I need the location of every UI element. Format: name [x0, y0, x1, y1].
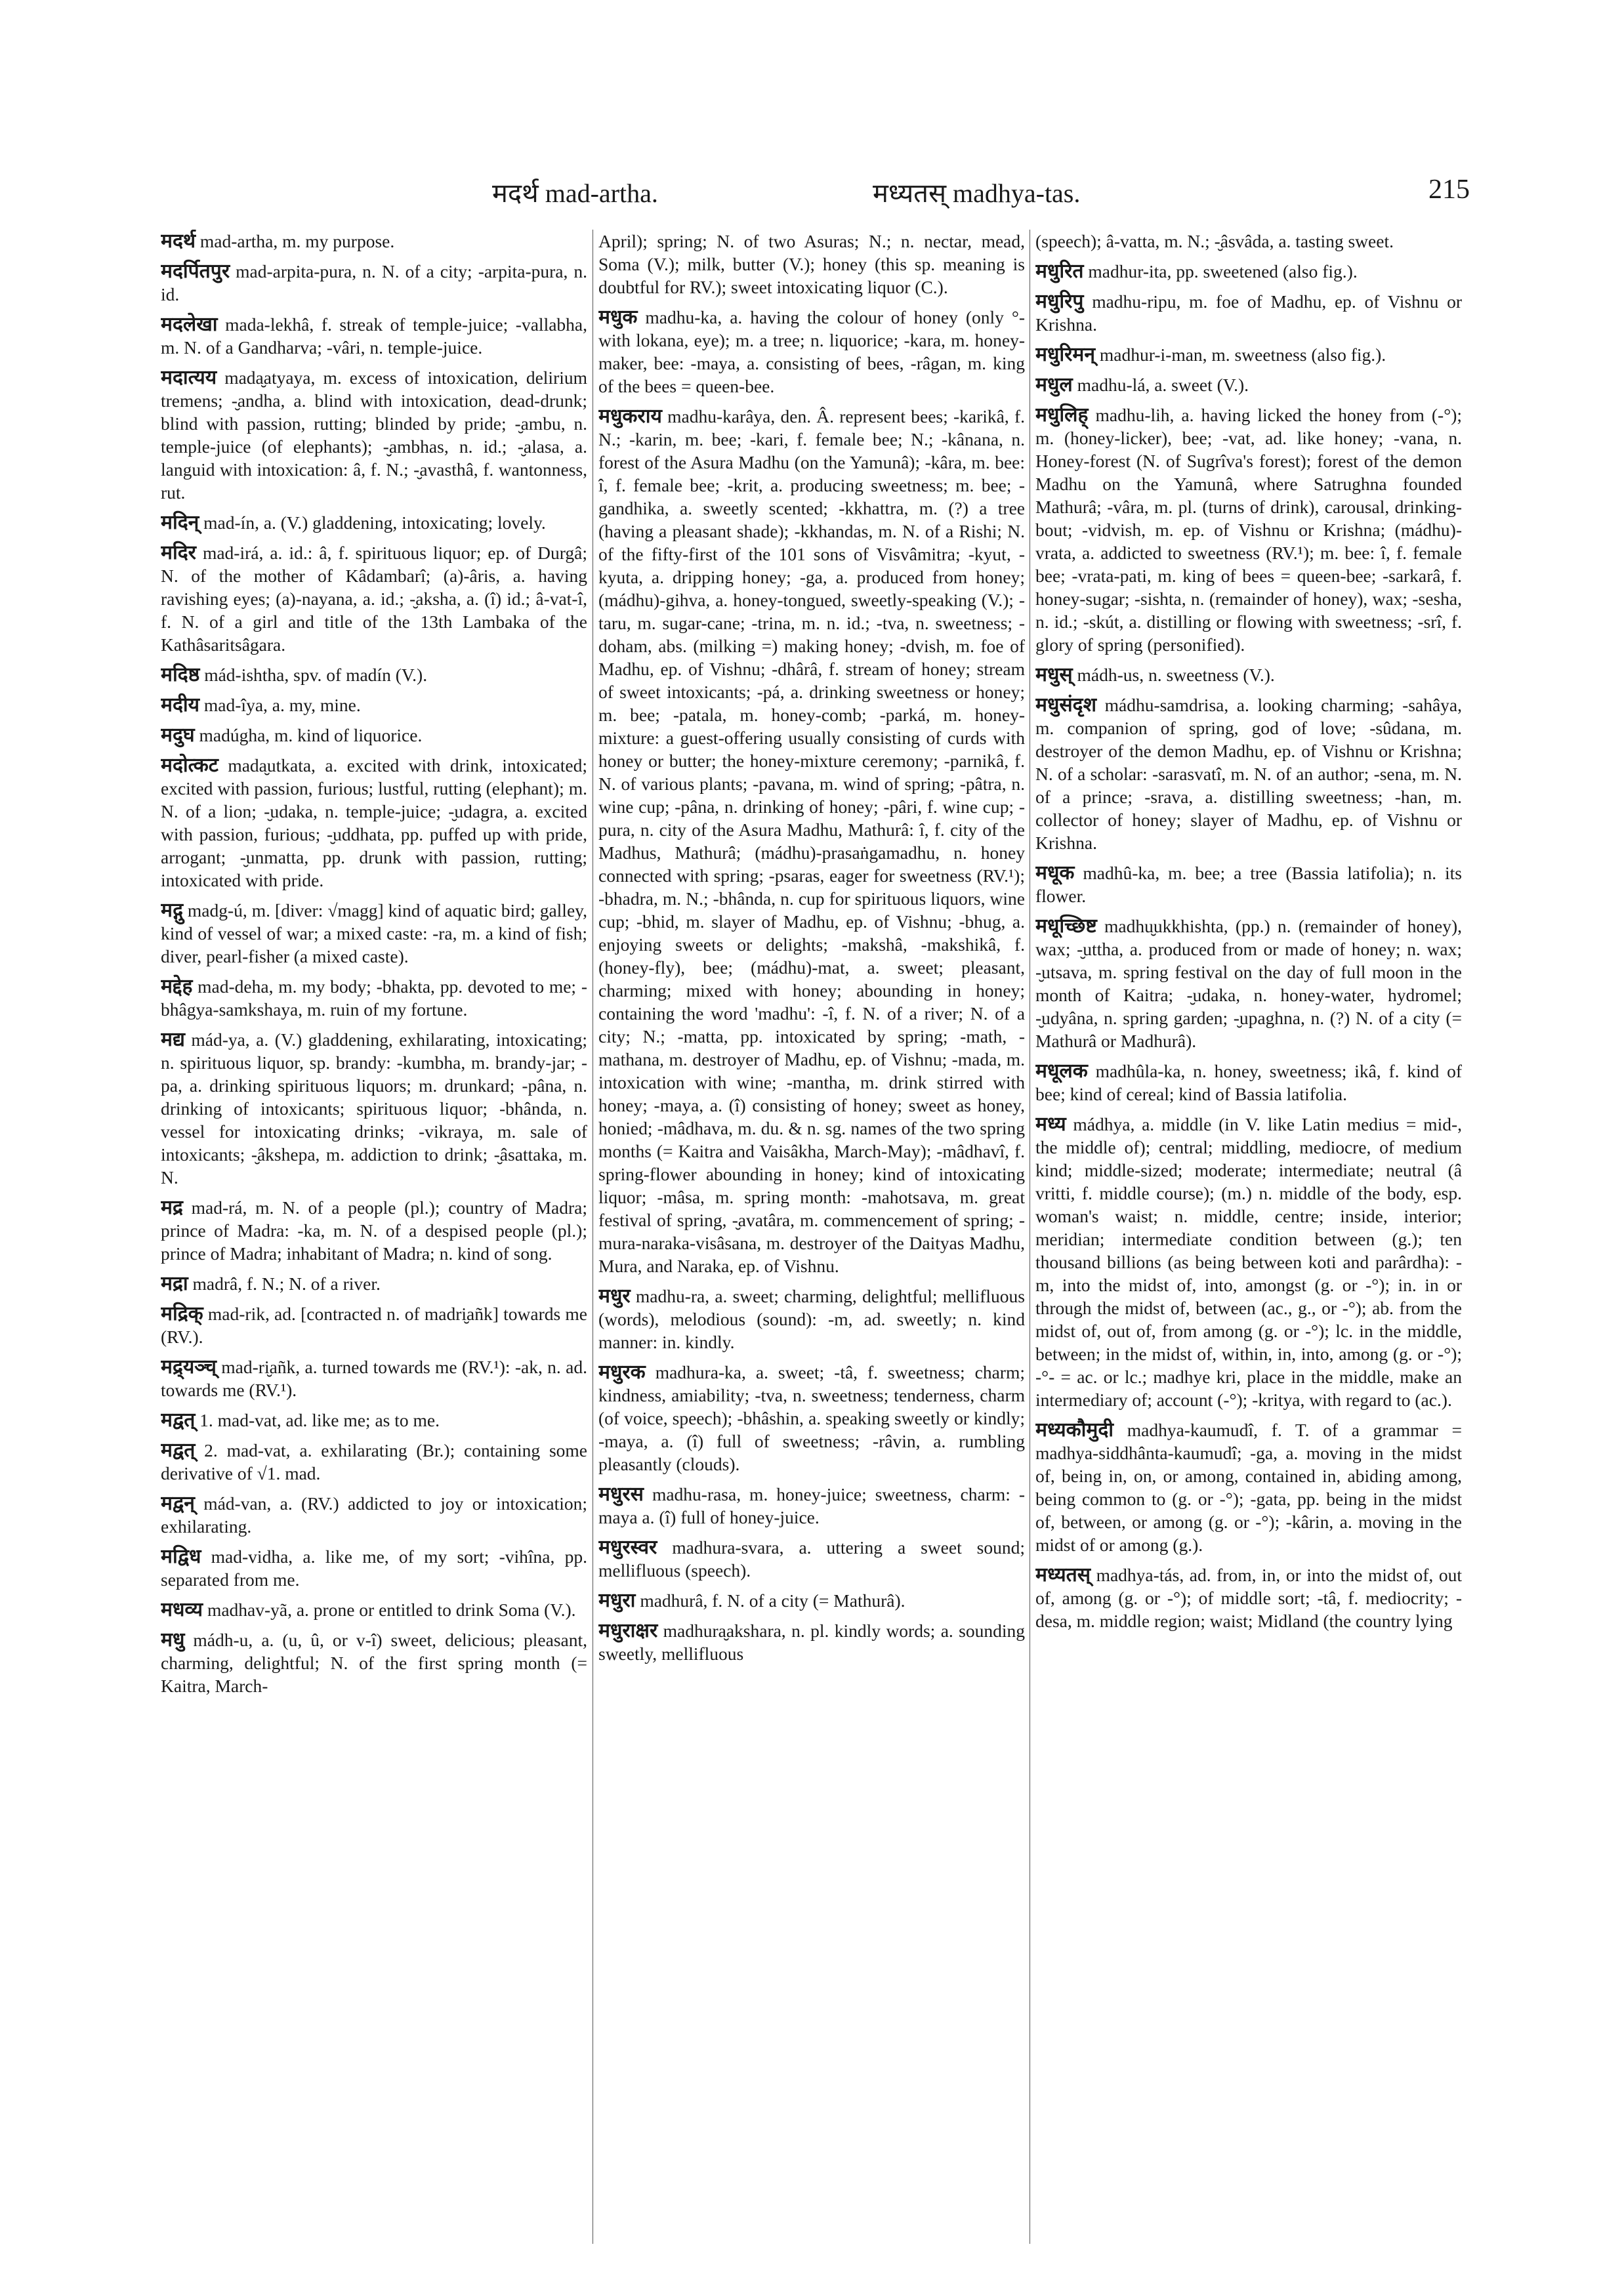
- dictionary-entry: [161, 313, 587, 359]
- headword-devanagari: मधुलिह्: [1035, 403, 1089, 426]
- headword-devanagari: मदलेखा: [161, 313, 218, 336]
- entry-definition: mad-rik, ad. [contracted n. of madri̮añk] towards me (RV.).: [161, 1304, 587, 1347]
- entry-definition: mad-arpita-pura, n. N. of a city; -arpita-pura, n. id.: [161, 261, 587, 304]
- headword-devanagari: मदात्यय: [161, 366, 217, 389]
- entry-definition: madúgha, m. kind of liquorice.: [199, 725, 423, 745]
- headword-devanagari: मधूलक: [1035, 1060, 1088, 1083]
- dictionary-entry: [1035, 260, 1462, 283]
- dictionary-entry: [161, 1628, 587, 1697]
- dictionary-entry: [161, 663, 587, 686]
- dictionary-entry: [161, 511, 587, 534]
- entry-definition: madhur-i-man, m. sweetness (also fig.).: [1099, 344, 1386, 365]
- entry-definition: madhû-ka, m. bee; a tree (Bassia latifolia); n. its flower.: [1035, 863, 1462, 906]
- entry-definition: madhu-lih, a. having licked the honey from (-°); m. (honey-licker), bee; -vat, ad. like honey; -vana, n. Honey-forest (N. of Sugrîva's forest); forest of the demon Madhu on the Yamunâ, where Satrughna founded Mathurâ; -vâra, m. pl. (turns of drink), carousal, drinking-bout; -vidvish, m. ep. of Vishnu or Krishna; (mádhu)-vrata, a. addicted to sweetness (RV.¹); m. bee: î, f. female bee; -vrata-pati, m. king of bees = queen-bee; -sarkarâ, f. honey-sugar; -sishta, n. (remainder of honey), wax; -sesha, n. id.; -skút, a. distilling or flowing with sweetness; -srî, f. glory of spring (personified).: [1035, 405, 1462, 655]
- headword-devanagari: मधु: [161, 1628, 185, 1651]
- entry-definition: mád-ya, a. (V.) gladdening, exhilarating, intoxicating; n. spirituous liquor, sp. brandy: -kumbha, m. brandy-jar; -pa, a. drinking spirituous liquors; m. drunkard; -pâna, n. drinking of intoxicants; spirituous liquor; -bhânda, n. vessel for intoxicating drinks; -vikraya, m. sale of intoxicants; -̮âkshepa, m. addiction to drink; -̮âsattaka, m. N.: [161, 1029, 587, 1188]
- headword-devanagari: मधुर: [598, 1285, 631, 1308]
- entry-definition: madhya-tás, ad. from, in, or into the midst of, out of, among (g. or -°); of middle sort; -tâ, f. mediocrity; -desa, m. middle region; waist; Midland (the country lying: [1035, 1565, 1462, 1631]
- entry-definition: madhur-ita, pp. sweetened (also fig.).: [1088, 261, 1358, 281]
- dictionary-column-3: [1035, 230, 1462, 2250]
- dictionary-entry: [598, 405, 1025, 1277]
- dictionary-entry: [1035, 290, 1462, 336]
- dictionary-entry: [161, 899, 587, 968]
- entry-definition: madhav-yã, a. prone or entitled to drink Soma (V.).: [207, 1600, 576, 1620]
- headword-devanagari: मधुकराय: [598, 405, 662, 428]
- entry-definition: madhu̮ukkhishta, (pp.) n. (remainder of honey), wax; -̮uttha, a. produced from or made of honey; n. wax; -̮utsava, m. spring festival on the day of full moon in the month of Kaitra; -̮udaka, n. honey-water, hydromel; -̮udyâna, n. spring garden; -̮upaghna, n. (?) N. of a city (= Mathurâ or Madhurâ).: [1035, 916, 1462, 1051]
- headword-devanagari: मधुरित: [1035, 260, 1084, 283]
- dictionary-entry: [598, 1589, 1025, 1612]
- entry-definition: madhura-ka, a. sweet; -tâ, f. sweetness; charm; kindness, amiability; -tva, n. sweetness; tenderness, charm (of voice, speech); -bhâshin, a. speaking sweetly or kindly; -maya, a. (î) full of sweetness; -râvin, a. rumbling pleasantly (clouds).: [598, 1362, 1025, 1474]
- dictionary-entry: [161, 724, 587, 747]
- headword-devanagari: मदुघ: [161, 724, 195, 747]
- dictionary-entry: [161, 1196, 587, 1265]
- entry-definition: mád-ishtha, spv. of madín (V.).: [204, 665, 428, 685]
- entry-definition: mad-ín, a. (V.) gladdening, intoxicating; lovely.: [203, 512, 546, 533]
- headword-devanagari: मदिन्: [161, 511, 199, 534]
- dictionary-entry: [1035, 403, 1462, 656]
- entry-definition: madg-ú, m. [diver: √magg] kind of aquatic bird; galley, kind of vessel of war; a mixed caste: -ra, m. a kind of fish; diver, pearl-fisher (a mixed caste).: [161, 900, 587, 966]
- entry-definition: mádh-u, a. (u, û, or v-î) sweet, delicious; pleasant, charming, delightful; N. of the first spring month (= Kaitra, March-: [161, 1630, 587, 1696]
- headword-devanagari: मद्वन्: [161, 1492, 195, 1515]
- dictionary-entry: [1035, 915, 1462, 1052]
- entry-definition: mádhya, a. middle (in V. like Latin medius = mid-, the middle of); central; middling, mediocre, of medium kind; middle-sized; moderate; intermediate; neutral (â vritti, f. middle course); (m.) n. middle of the body, esp. woman's waist; n. middle, centre; inside, interior; meridian; intermediate condition between (g.); ten thousand billions (as being between koti and parârdha): -m, into the midst of, into, amongst (g. or -°); in. in or through the midst of, between (ac., g., or -°); ab. from the midst of, out of, from among (g. or -°); lc. in the middle, between; in the midst of, within, in, into, among (g. or -°); -°- = ac. or lc.; madhye kri, place in the middle, make an intermediary of; account (-°); -kritya, with regard to (ac.).: [1035, 1114, 1462, 1410]
- entry-definition: mad-deha, m. my body; -bhakta, pp. devoted to me; -bhâgya-samkshaya, m. ruin of my fortune.: [161, 976, 587, 1020]
- entry-definition: mada̮utkata, a. excited with drink, intoxicated; excited with passion, furious; lustful, rutting (elephant); m. N. of a lion; -̮udaka, n. temple-juice; -̮udagra, a. excited with passion, furious; -̮uddhata, pp. puffed up with pride, arrogant; -̮unmatta, pp. drunk with passion, rutting; intoxicated with pride.: [161, 755, 587, 890]
- headword-devanagari: मद्वत्: [161, 1439, 196, 1462]
- entry-definition: mad-ri̮añk, a. turned towards me (RV.¹): -ak, n. ad. towards me (RV.¹).: [161, 1357, 587, 1400]
- headword-devanagari: मदिर: [161, 541, 196, 564]
- dictionary-entry: [1035, 693, 1462, 854]
- dictionary-entry: [1035, 373, 1462, 396]
- dictionary-entry: [598, 1285, 1025, 1354]
- dictionary-entry: [161, 1272, 587, 1295]
- entry-definition: 2. mad-vat, a. exhilarating (Br.); containing some derivative of √1. mad.: [161, 1440, 587, 1483]
- entry-definition: mád-van, a. (RV.) addicted to joy or intoxication; exhilarating.: [161, 1493, 587, 1537]
- headword-devanagari: मध्य: [1035, 1113, 1066, 1136]
- dictionary-entry: [598, 1361, 1025, 1476]
- entry-definition: mádh-us, n. sweetness (V.).: [1077, 665, 1275, 685]
- dictionary-entry: [161, 1028, 587, 1189]
- dictionary-entry: [161, 260, 587, 306]
- headword-devanagari: मदर्थ: [161, 230, 196, 253]
- dictionary-entry: [598, 230, 1025, 299]
- entry-definition: mad-îya, a. my, mine.: [203, 695, 361, 715]
- dictionary-entry: [161, 1492, 587, 1538]
- dictionary-entry: [598, 1619, 1025, 1665]
- headword-devanagari: मधुरा: [598, 1589, 636, 1612]
- headword-devanagari: मद्रा: [161, 1272, 188, 1295]
- headword-devanagari: मदीय: [161, 693, 200, 716]
- dictionary-entry: [161, 1439, 587, 1485]
- dictionary-entry: [161, 366, 587, 504]
- entry-definition: madhûla-ka, n. honey, sweetness; ikâ, f. kind of bee; kind of cereal; kind of Bassia latifolia.: [1035, 1061, 1462, 1104]
- headword-devanagari: मद्रिक्: [161, 1302, 203, 1325]
- headword-devanagari: मधुक: [598, 306, 638, 329]
- entry-definition: madrâ, f. N.; N. of a river.: [192, 1273, 381, 1294]
- entry-definition: madhurâ, f. N. of a city (= Mathurâ).: [640, 1590, 906, 1611]
- entry-definition: April); spring; N. of two Asuras; N.; n. nectar, mead, Soma (V.); milk, butter (V.); honey (this sp. meaning is doubtful for RV.); sweet intoxicating liquor (C.).: [598, 231, 1025, 297]
- headword-devanagari: मद्र: [161, 1196, 183, 1219]
- headword-devanagari: मधूक: [1035, 861, 1075, 884]
- running-head-right: मध्यतस् madhya-tas.: [873, 178, 1081, 208]
- dictionary-entry: [161, 1409, 587, 1432]
- entry-definition: mada̮atyaya, m. excess of intoxication, delirium tremens; -̮andha, a. blind with intoxication, dead-drunk; blind with passion, rutting; blinded by pride; -̮ambu, n. temple-juice (of elephants); -̮ambhas, n. id.; -̮alasa, a. languid with intoxication: â, f. N.; -̮avasthâ, f. wantonness, rut.: [161, 367, 587, 503]
- running-header: [157, 174, 1470, 213]
- headword-devanagari: मद्गु: [161, 899, 183, 922]
- entry-definition: madhura-svara, a. uttering a sweet sound; mellifluous (speech).: [598, 1537, 1025, 1581]
- entry-definition: mada-lekhâ, f. streak of temple-juice; -vallabha, m. N. of a Gandharva; -vâri, n. temple-juice.: [161, 314, 587, 358]
- entry-definition: madhu-karâya, den. Â. represent bees; -karikâ, f. N.; -karin, m. bee; -kari, f. female bee; N.; -kânana, n. forest of the Asura Madhu (on the Yamunâ); -kâra, m. bee: î, f. female bee; -krit, a. producing sweetness; m. bee; -gandhika, a. sweetly scented; -kkhattra, m. (?) a tree (having a pleasant shade); -kkhandas, m. N. of a Rishi; N. of the fifty-first of the 101 sons of Visvâmitra; -kyut, -kyuta, a. dripping honey; -ga, a. produced from honey; (mádhu)-gihva, a. honey-tongued, sweetly-speaking (V.); -taru, m. sugar-cane; -trina, m. n. id.; -tva, n. sweetness; -doham, abs. (milking =) making honey; -dvish, m. foe of Madhu, ep. of Vishnu; -dhârâ, f. stream of honey; stream of sweet intoxicants; -pá, a. drinking sweetness or honey; m. bee; -patala, m. honey-comb; -parká, m. honey-mixture: a guest-offering usually consisting of curds with honey or butter; the honey-mixture ceremony; -parnikâ, f. N. of various plants; -pavana, m. wind of spring; -pâtra, n. wine cup; -pâna, n. drinking of honey; -pâri, f. wine cup; -pura, n. city of the Asura Madhu, Mathurâ: î, f. city of the Madhus, Mathurâ; (mádhu)-prasaṅgamadhu, n. honey connected with spring; -psaras, eager for sweetness (RV.¹); -bhadra, m. N.; -bhânda, n. cup for spirituous liquors, wine cup; -bhid, m. slayer of Madhu, ep. of Vishnu; -bhug, a. enjoying sweets or delights; -makshâ, -makshikâ, f. (honey-fly), bee; (mádhu)-mat, a. sweet; pleasant, charming; mixed with honey; abounding in honey; containing the word 'madhu': -î, f. N. of a river; N. of a city; N.; -matta, pp. intoxicated by spring; -math, -mathana, m. destroyer of Madhu, ep. of Vishnu; -mada, m. intoxication with wine; -mantha, m. drink stirred with honey; -maya, a. (î) consisting of honey; sweet as honey, honied; -mâdhava, m. du. & n. sg. names of the two spring months (= Kaitra and Vaisâkha, March-May); -mâdhavî, f. spring-flower abounding in honey; kind of intoxicating liquor; -mâsa, m. spring month: -mahotsava, m. great festival of spring, -̮avatâra, m. commencement of spring; -mura-naraka-visâsana, m. destroyer of the Daityas Madhu, Mura, and Naraka, ep. of Vishnu.: [598, 406, 1025, 1276]
- dictionary-entry: [1035, 1563, 1462, 1632]
- headword-devanagari: मदिष्ठ: [161, 663, 200, 686]
- entry-definition: madhu-ka, a. having the colour of honey (only °- with lokana, eye); m. a tree; n. liquorice; -kara, m. honey-maker, bee: -maya, a. consisting of bees, -râgan, m. king of the bees = queen-bee.: [598, 307, 1025, 396]
- headword-devanagari: मद्र्यञ्च्: [161, 1355, 217, 1378]
- dictionary-entry: [598, 1483, 1025, 1529]
- entry-definition: madhu-rasa, m. honey-juice; sweetness, charm: -maya a. (î) full of honey-juice.: [598, 1484, 1025, 1527]
- headword-devanagari: मद्विध: [161, 1545, 201, 1568]
- headword-devanagari: मधुरक: [598, 1361, 646, 1384]
- dictionary-entry: [161, 1545, 587, 1591]
- entry-definition: madhya-kaumudî, f. T. of a grammar = madhya-siddhânta-kaumudî; -ga, a. moving in the midst of, being in, on, or among, contained in, abiding among, being common to (g. or -°); -gata, pp. being in the midst of, between, or among (g. or -°); -kârin, a. moving in the midst of or among (g.).: [1035, 1420, 1462, 1555]
- entry-definition: madhu-ripu, m. foe of Madhu, ep. of Vishnu or Krishna.: [1035, 291, 1462, 335]
- entry-definition: mad-rá, m. N. of a people (pl.); country of Madra; prince of Madra: -ka, m. N. of a despised people (pl.); prince of Madra; inhabitant of Madra; n. kind of song.: [161, 1197, 587, 1264]
- entry-definition: (speech); â-vatta, m. N.; -̮âsvâda, a. tasting sweet.: [1035, 231, 1394, 251]
- dictionary-entry: [1035, 343, 1462, 366]
- dictionary-entry: [161, 693, 587, 716]
- entry-definition: madhu-lá, a. sweet (V.).: [1077, 375, 1249, 395]
- headword-devanagari: मधुराक्षर: [598, 1619, 658, 1642]
- dictionary-entry: [1035, 1113, 1462, 1411]
- dictionary-entry: [161, 1355, 587, 1401]
- entry-definition: madhu-ra, a. sweet; charming, delightful; mellifluous (words), melodious (sound): -m, ad. sweetly; n. kind manner: in. kindly.: [598, 1286, 1025, 1352]
- dictionary-entry: [161, 230, 587, 253]
- dictionary-entry: [161, 1598, 587, 1621]
- headword-devanagari: मधुस्: [1035, 663, 1073, 686]
- dictionary-entry: [598, 1536, 1025, 1582]
- headword-devanagari: मधुरस्वर: [598, 1536, 657, 1559]
- headword-devanagari: मधुसंदृश: [1035, 693, 1096, 716]
- dictionary-entry: [598, 306, 1025, 398]
- entry-definition: mad-vidha, a. like me, of my sort; -vihîna, pp. separated from me.: [161, 1546, 587, 1590]
- running-head-left: मदर्थ mad-artha.: [492, 178, 658, 208]
- headword-devanagari: मध्यकौमुदी: [1035, 1418, 1114, 1441]
- dictionary-entry: [1035, 861, 1462, 907]
- dictionary-entry: [161, 754, 587, 892]
- headword-devanagari: मद्देह: [161, 975, 193, 998]
- headword-devanagari: मधुरिपु: [1035, 290, 1084, 313]
- headword-devanagari: मधुरस: [598, 1483, 644, 1506]
- headword-devanagari: मधूच्छिष्ट: [1035, 915, 1097, 938]
- entry-definition: mad-irá, a. id.: â, f. spirituous liquor; ep. of Durgâ; N. of the mother of Kâdambarî; (a)-âris, a. having ravishing eyes; (a)-nayana, a. id.; -̮aksha, a. (î) id.; â-vat-î, f. N. of a girl and title of the 13th Lambaka of the Kathâsaritsâgara.: [161, 543, 587, 655]
- dictionary-entry: [161, 541, 587, 656]
- dictionary-entry: [1035, 1418, 1462, 1556]
- dictionary-column-1: [161, 230, 587, 2250]
- dictionary-entry: [1035, 230, 1462, 253]
- dictionary-entry: [161, 1302, 587, 1348]
- dictionary-column-2: [598, 230, 1025, 2250]
- page-number: 215: [1428, 175, 1470, 205]
- headword-devanagari: मदर्पितपुर: [161, 260, 230, 283]
- dictionary-entry: [1035, 663, 1462, 686]
- entry-definition: mad-artha, m. my purpose.: [199, 231, 395, 251]
- entry-definition: mádhu-samdrisa, a. looking charming; -sahâya, m. companion of spring, god of love; -sûdana, m. destroyer of the demon Madhu, ep. of Vishnu or Krishna; N. of a scholar: -sarasvatî, m. N. of an author; -sena, m. N. of a prince; -srava, a. distilling sweetness; -han, m. collector of honey; slayer of Madhu, ep. of Vishnu or Krishna.: [1035, 695, 1462, 853]
- dictionary-entry: [1035, 1060, 1462, 1106]
- headword-devanagari: मधुरिमन्: [1035, 343, 1096, 366]
- headword-devanagari: मधुल: [1035, 373, 1073, 396]
- headword-devanagari: मधव्य: [161, 1598, 203, 1621]
- entry-definition: madhura̮akshara, n. pl. kindly words; a. sounding sweetly, mellifluous: [598, 1621, 1025, 1664]
- entry-definition: 1. mad-vat, ad. like me; as to me.: [199, 1410, 440, 1430]
- headword-devanagari: मदोत्कट: [161, 754, 219, 777]
- headword-devanagari: मध्यतस्: [1035, 1563, 1091, 1586]
- headword-devanagari: मद्य: [161, 1028, 185, 1051]
- dictionary-entry: [161, 975, 587, 1021]
- headword-devanagari: मद्वत्: [161, 1409, 196, 1432]
